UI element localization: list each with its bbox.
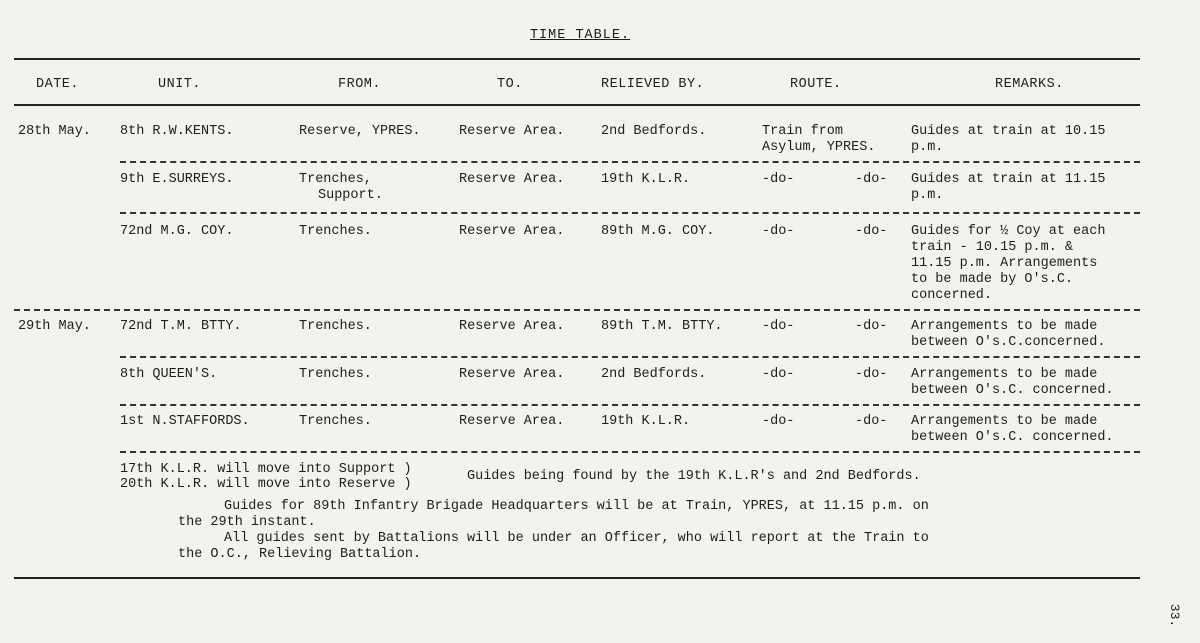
note-paragraph: Guides for 89th Infantry Brigade Headquarters will be at Train, YPRES, at 11.15 p.m. on	[224, 499, 929, 514]
page-title: TIME TABLE.	[529, 28, 631, 43]
col-header-from: FROM.	[338, 77, 382, 92]
note-reserve-line: 20th K.L.R. will move into Reserve )	[120, 477, 412, 492]
row-unit: 1st N.STAFFORDS.	[120, 414, 250, 429]
row-divider	[120, 404, 1140, 406]
row-date: 28th May.	[18, 124, 91, 139]
col-header-date: DATE.	[36, 77, 80, 92]
row-relieved-by: 19th K.L.R.	[601, 414, 691, 429]
row-to: Reserve Area.	[459, 319, 565, 334]
row-unit: 72nd M.G. COY.	[120, 224, 234, 239]
page-number: 33.	[1166, 603, 1182, 628]
row-remarks: train - 10.15 p.m. &	[911, 240, 1074, 255]
col-header-unit: UNIT.	[158, 77, 202, 92]
row-divider	[120, 451, 1140, 453]
col-header-relieved-by: RELIEVED BY.	[601, 77, 705, 92]
col-header-route: ROUTE.	[790, 77, 842, 92]
row-remarks: Arrangements to be made	[911, 367, 1098, 382]
row-route: -do-	[762, 224, 795, 239]
row-from: Trenches.	[299, 224, 372, 239]
row-from: Trenches.	[299, 367, 372, 382]
row-route-ditto: -do-	[855, 319, 888, 334]
row-from: Trenches,	[299, 172, 372, 187]
row-to: Reserve Area.	[459, 367, 565, 382]
row-unit: 9th E.SURREYS.	[120, 172, 234, 187]
row-from: Support.	[318, 188, 383, 203]
row-route: -do-	[762, 172, 795, 187]
row-route: -do-	[762, 414, 795, 429]
row-date: 29th May.	[18, 319, 91, 334]
row-to: Reserve Area.	[459, 224, 565, 239]
row-unit: 8th R.W.KENTS.	[120, 124, 234, 139]
row-route-ditto: -do-	[855, 224, 888, 239]
row-remarks: between O's.C. concerned.	[911, 430, 1114, 445]
note-paragraph: the O.C., Relieving Battalion.	[178, 547, 422, 562]
row-to: Reserve Area.	[459, 172, 565, 187]
row-remarks: Arrangements to be made	[911, 319, 1098, 334]
row-from: Trenches.	[299, 319, 372, 334]
header-bottom-rule	[14, 104, 1140, 106]
row-remarks: Arrangements to be made	[911, 414, 1098, 429]
row-route: Train from	[762, 124, 844, 139]
row-divider	[120, 356, 1140, 358]
row-route-ditto: -do-	[855, 367, 888, 382]
col-header-remarks: REMARKS.	[995, 77, 1064, 92]
row-to: Reserve Area.	[459, 414, 565, 429]
row-remarks: Guides at train at 11.15	[911, 172, 1106, 187]
row-remarks: 11.15 p.m. Arrangements	[911, 256, 1098, 271]
row-relieved-by: 89th M.G. COY.	[601, 224, 715, 239]
note-support-line: 17th K.L.R. will move into Support )	[120, 462, 412, 477]
row-relieved-by: 2nd Bedfords.	[601, 367, 707, 382]
row-unit: 72nd T.M. BTTY.	[120, 319, 242, 334]
row-route-ditto: -do-	[855, 414, 888, 429]
row-unit: 8th QUEEN'S.	[120, 367, 218, 382]
row-divider	[120, 161, 1140, 163]
row-route: Asylum, YPRES.	[762, 140, 876, 155]
date-group-divider	[14, 309, 1140, 311]
note-paragraph: All guides sent by Battalions will be under an Officer, who will report at the Train to	[224, 531, 929, 546]
row-remarks: concerned.	[911, 288, 993, 303]
footer-rule	[14, 577, 1140, 579]
row-relieved-by: 19th K.L.R.	[601, 172, 691, 187]
note-guides-found: Guides being found by the 19th K.L.R's and 2nd Bedfords.	[467, 469, 921, 484]
row-remarks: Guides for ½ Coy at each	[911, 224, 1106, 239]
row-route: -do-	[762, 319, 795, 334]
row-remarks: p.m.	[911, 140, 944, 155]
row-remarks: between O's.C.concerned.	[911, 335, 1106, 350]
row-relieved-by: 89th T.M. BTTY.	[601, 319, 723, 334]
row-remarks: between O's.C. concerned.	[911, 383, 1114, 398]
row-remarks: p.m.	[911, 188, 944, 203]
row-route-ditto: -do-	[855, 172, 888, 187]
row-from: Reserve, YPRES.	[299, 124, 421, 139]
row-from: Trenches.	[299, 414, 372, 429]
row-remarks: Guides at train at 10.15	[911, 124, 1106, 139]
col-header-to: TO.	[497, 77, 523, 92]
row-to: Reserve Area.	[459, 124, 565, 139]
row-relieved-by: 2nd Bedfords.	[601, 124, 707, 139]
row-route: -do-	[762, 367, 795, 382]
note-paragraph: the 29th instant.	[178, 515, 316, 530]
row-remarks: to be made by O's.C.	[911, 272, 1074, 287]
header-top-rule	[14, 58, 1140, 60]
row-divider	[120, 212, 1140, 214]
